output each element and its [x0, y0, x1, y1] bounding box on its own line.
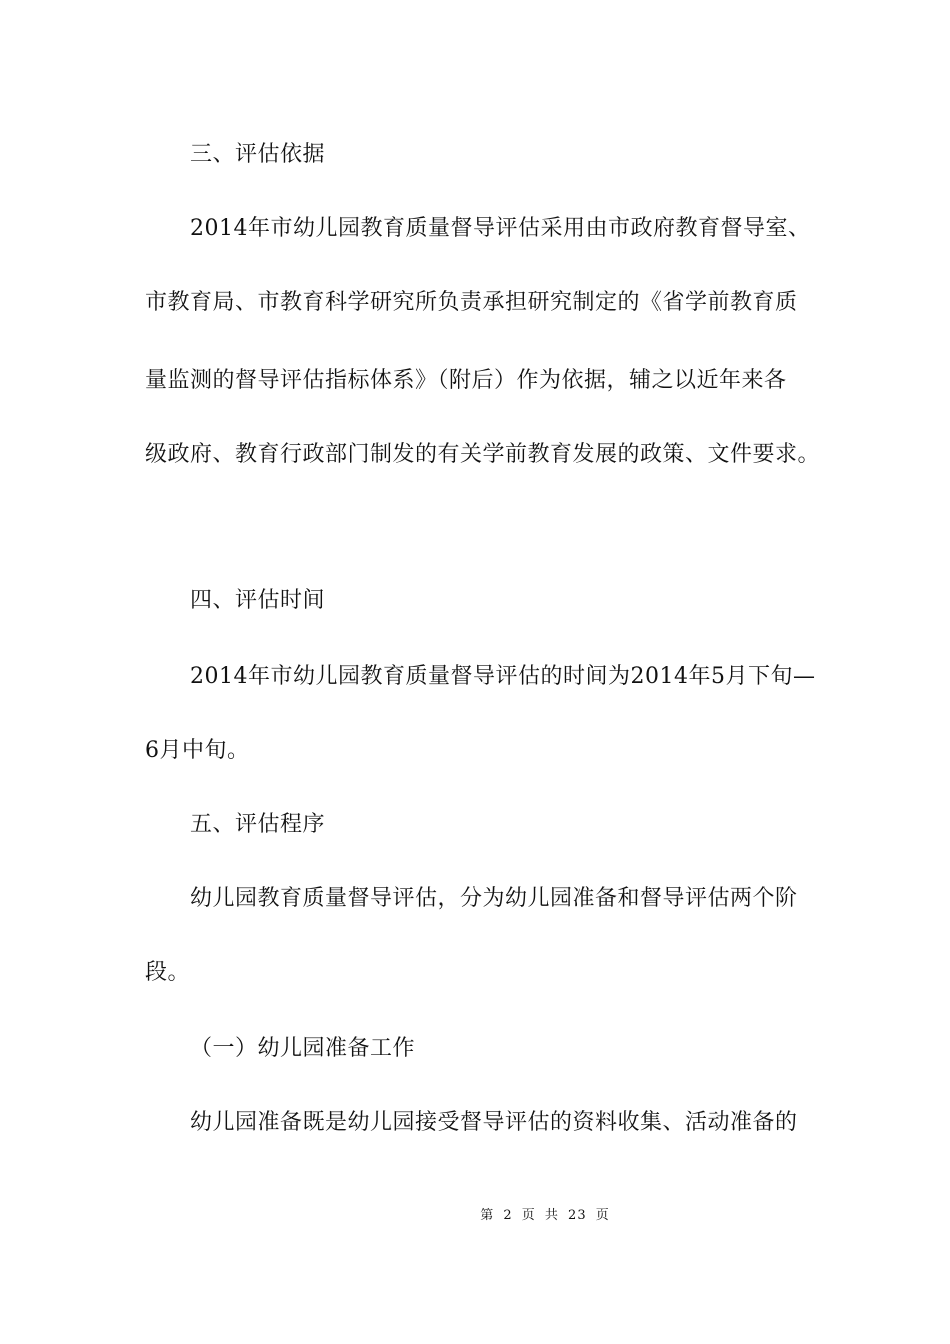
paragraph-line: 2014年市幼儿园教育质量督导评估的时间为2014年5月下旬— [190, 664, 816, 689]
section-heading-procedure: 五、评估程序 [190, 812, 326, 837]
paragraph-line: 幼儿园教育质量督导评估，分为幼儿园准备和督导评估两个阶 [190, 886, 798, 911]
paragraph-line: 2014年市幼儿园教育质量督导评估采用由市政府教育督导室、 [190, 216, 811, 241]
section-heading-time: 四、评估时间 [190, 588, 326, 613]
subsection-heading-preparation: （一）幼儿园准备工作 [190, 1036, 416, 1061]
paragraph-line: 段。 [145, 960, 191, 985]
paragraph-line: 级政府、教育行政部门制发的有关学前教育发展的政策、文件要求。 [145, 442, 821, 467]
paragraph-line: 幼儿园准备既是幼儿园接受督导评估的资料收集、活动准备的 [190, 1110, 798, 1135]
page-footer [0, 1207, 950, 1225]
section-heading-basis: 三、评估依据 [190, 142, 326, 167]
paragraph-line: 市教育局、市教育科学研究所负责承担研究制定的《省学前教育质 [145, 290, 798, 315]
paragraph-line: 量监测的督导评估指标体系》（附后）作为依据，辅之以近年来各 [145, 368, 787, 393]
page-number: 第 2 页 共 23 页 [480, 1208, 610, 1223]
paragraph-line: 6月中旬。 [145, 738, 250, 763]
